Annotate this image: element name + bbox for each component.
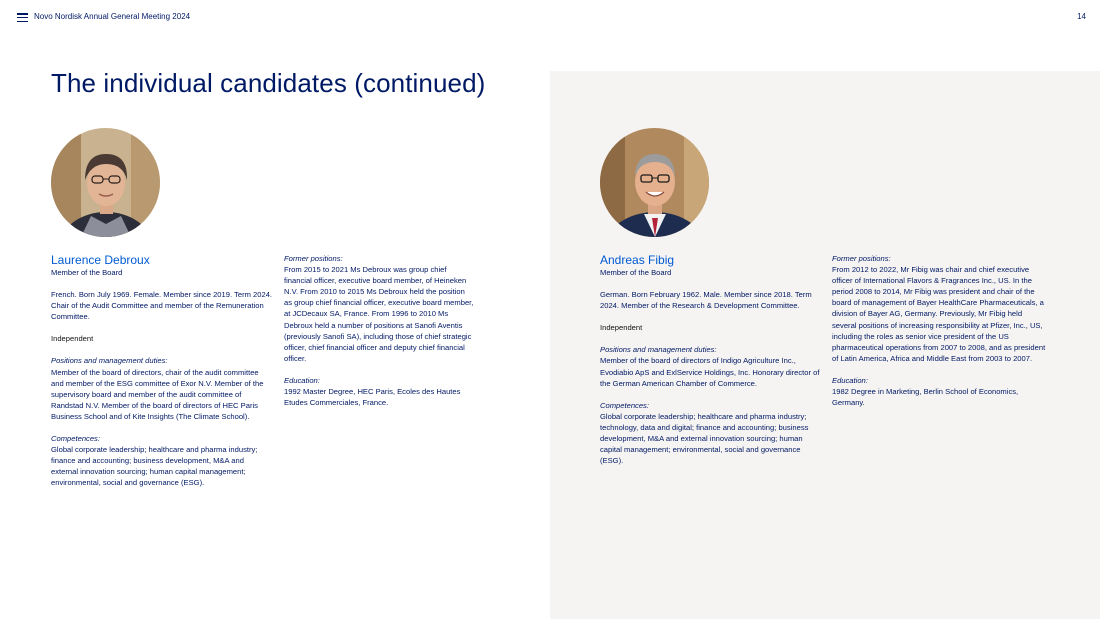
candidate-status: Independent bbox=[51, 334, 94, 344]
candidate-profile: French. Born July 1969. Female. Member since 2019. Term 2024. Chair of the Audit Committee and member of the Remuneration Committee. bbox=[51, 290, 273, 322]
positions-text: Member of the board of directors of Indigo Agriculture Inc., Evodiabio ApS and ExlService Holdings, Inc. Honorary director of the German American Chamber of Commerce. bbox=[600, 356, 820, 388]
candidate-profile: German. Born February 1962. Male. Member since 2018. Term 2024. Member of the Research & Development Committee. bbox=[600, 290, 812, 311]
page-title: The individual candidates (continued) bbox=[51, 68, 486, 98]
candidate-1-history-column bbox=[284, 253, 474, 408]
education-label: Education: bbox=[284, 375, 320, 385]
education-text: 1982 Degree in Marketing, Berlin School of Economics, Germany. bbox=[832, 387, 1019, 408]
candidate-name: Laurence Debroux bbox=[51, 253, 150, 267]
competences-label: Competences: bbox=[51, 434, 100, 444]
menu-icon[interactable] bbox=[17, 13, 28, 22]
portrait-andreas-fibig bbox=[600, 128, 709, 237]
candidate-role: Member of the Board bbox=[600, 268, 672, 277]
former-positions-text: From 2015 to 2021 Ms Debroux was group chief financial officer, executive board member, of Heineken N.V. From 2010 to 2015 Ms Debroux held the position as group chief financial officer, executive board member, at JCDecaux SA, France. From 1996 to 2010 Ms Debroux held a number of positions at Sanofi Aventis (previously Sanofi SA), including those of chief strategic officer, chief financial officer and deputy chief financial officer. bbox=[284, 265, 474, 363]
candidate-2-history-column bbox=[832, 253, 1048, 408]
positions-label: Positions and management duties: bbox=[51, 356, 168, 366]
former-positions-label: Former positions: bbox=[832, 254, 891, 263]
positions-label: Positions and management duties: bbox=[600, 345, 717, 355]
candidate-name: Andreas Fibig bbox=[600, 253, 675, 267]
education-text: 1992 Master Degree, HEC Paris, Ecoles des Hautes Etudes Commerciales, France. bbox=[284, 387, 461, 408]
candidate-status: Independent bbox=[600, 323, 643, 333]
former-positions-label: Former positions: bbox=[284, 254, 343, 263]
former-positions-text: From 2012 to 2022, Mr Fibig was chair and chief executive officer of International Flavors & Fragrances Inc., US. In the period 2008 to 2014, Mr Fibig was president and chair of the board of management of Bayer HealthCare Pharmaceuticals, a division of Bayer AG, Germany. Previously, Mr Fibig held several positions of increasing responsibility at Pfizer, Inc., US, including the roles as senior vice president of the US pharmaceutical operations from 2007 to 2008, and as president of Latin America, Africa and Middle East from 2003 to 2007. bbox=[832, 265, 1046, 363]
candidate-1-main-column bbox=[51, 253, 273, 489]
candidate-role: Member of the Board bbox=[51, 268, 123, 277]
competences-text: Global corporate leadership; healthcare and pharma industry; finance and accounting; business development, M&A and external innovation sourcing; human capital management; environmental, social and governance (ESG). bbox=[51, 445, 258, 488]
candidate-2-main-column bbox=[600, 253, 820, 466]
header-bar bbox=[0, 0, 1100, 34]
competences-text: Global corporate leadership; healthcare and pharma industry; technology, data and digital; finance and accounting; business development, M&A and external innovation sourcing; human capital management; environmental, social and governance (ESG). bbox=[600, 411, 809, 466]
page-number: 14 bbox=[1077, 12, 1086, 21]
portrait-laurence-debroux bbox=[51, 128, 160, 237]
competences-label: Competences: bbox=[600, 400, 649, 410]
document-title: Novo Nordisk Annual General Meeting 2024 bbox=[34, 12, 191, 21]
positions-text: Member of the board of directors, chair of the audit committee and member of the ESG committee of Exor N.V. Member of the supervisory board and member of the audit committee of Randstad N.V. Member of the board of directors of HEC Paris Business School and of Kite Insights (The Climate School). bbox=[51, 367, 264, 421]
education-label: Education: bbox=[832, 375, 868, 385]
